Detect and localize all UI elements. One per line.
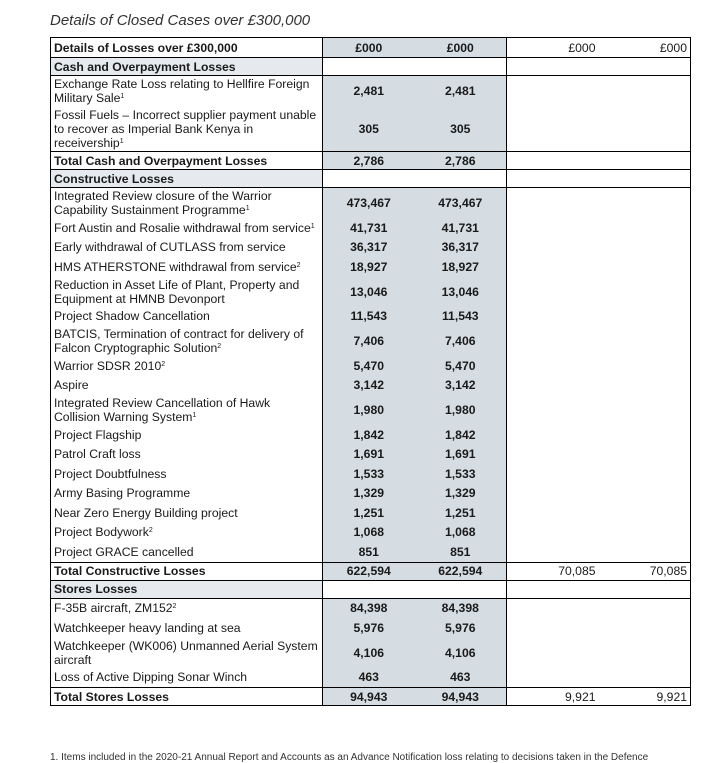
section-fill-a — [323, 58, 415, 76]
section-title: Constructive Losses — [51, 170, 323, 188]
table-row — [51, 277, 691, 307]
row-value-c — [507, 376, 599, 396]
total-row — [51, 688, 691, 706]
row-value-c — [507, 464, 599, 484]
table-row — [51, 106, 691, 152]
table-row — [51, 257, 691, 277]
section-header-row — [51, 170, 691, 188]
footnote-marker: 1 — [245, 205, 250, 212]
row-value-d — [599, 307, 691, 327]
row-description — [51, 218, 323, 238]
row-description-text: Army Basing Programme — [54, 486, 191, 501]
section-fill-b — [415, 170, 507, 188]
row-value-d — [599, 356, 691, 376]
total-value-d: 9,921 — [599, 688, 691, 706]
row-value-b: 41,731 — [415, 218, 507, 238]
row-value-d — [599, 425, 691, 445]
total-value-b: 2,786 — [415, 152, 507, 170]
row-description — [51, 188, 323, 219]
header-col-d: £000 — [599, 38, 691, 58]
row-description — [51, 277, 323, 307]
total-value-c: 70,085 — [507, 562, 599, 580]
row-value-a: 1,251 — [323, 503, 415, 523]
row-value-b: 851 — [415, 542, 507, 562]
total-value-d — [599, 152, 691, 170]
row-value-b: 1,251 — [415, 503, 507, 523]
row-value-d — [599, 542, 691, 562]
section-fill-c — [507, 58, 599, 76]
row-value-d — [599, 257, 691, 277]
row-description-text: Early withdrawal of CUTLASS from service — [54, 240, 286, 255]
row-value-c — [507, 618, 599, 638]
total-value-a: 2,786 — [323, 152, 415, 170]
row-value-c — [507, 425, 599, 445]
table-row — [51, 523, 691, 543]
row-value-a: 1,980 — [323, 395, 415, 425]
row-value-c — [507, 395, 599, 425]
row-value-d — [599, 106, 691, 152]
row-value-d — [599, 668, 691, 688]
row-value-c — [507, 523, 599, 543]
section-fill-b — [415, 580, 507, 598]
section-fill-d — [599, 170, 691, 188]
row-description-text: Reduction in Asset Life of Plant, Property and Equipment at HMNB Devonport — [54, 277, 300, 306]
row-value-a: 7,406 — [323, 326, 415, 356]
section-title: Cash and Overpayment Losses — [51, 58, 323, 76]
header-col-a: £000 — [323, 38, 415, 58]
row-description-text: Warrior SDSR 2010 — [54, 358, 162, 373]
footnote-marker: 1 — [310, 222, 315, 230]
row-description-text: Fort Austin and Rosalie withdrawal from service — [54, 220, 311, 235]
row-description — [51, 445, 323, 465]
header-row — [51, 38, 691, 58]
total-value-c — [507, 152, 599, 170]
row-value-d — [599, 277, 691, 307]
total-row — [51, 562, 691, 580]
row-value-a: 1,691 — [323, 445, 415, 465]
row-description-text: Exchange Rate Loss relating to Hellfire Foreign Military Sale — [54, 77, 310, 105]
footnote: 1. Items included in the 2020-21 Annual Report and Accounts as an Advance Notification loss relating to decisions taken in the Defence — [50, 752, 649, 763]
row-description — [51, 356, 323, 376]
row-value-a: 1,068 — [323, 523, 415, 543]
row-value-b: 3,142 — [415, 376, 507, 396]
row-value-b: 11,543 — [415, 307, 507, 327]
table-row — [51, 638, 691, 668]
row-value-d — [599, 395, 691, 425]
row-value-b: 5,976 — [415, 618, 507, 638]
row-value-b: 7,406 — [415, 326, 507, 356]
row-value-c — [507, 598, 599, 618]
row-value-a: 2,481 — [323, 76, 415, 107]
row-description-text: F-35B aircraft, ZM152 — [54, 601, 173, 616]
row-value-c — [507, 356, 599, 376]
total-value-c: 9,921 — [507, 688, 599, 706]
row-value-b: 1,980 — [415, 395, 507, 425]
table-row — [51, 307, 691, 327]
row-value-a: 84,398 — [323, 598, 415, 618]
row-description-text: Project Shadow Cancellation — [54, 309, 210, 324]
row-value-c — [507, 326, 599, 356]
row-description — [51, 484, 323, 504]
footnote-marker: 2 — [296, 261, 301, 269]
section-fill-c — [507, 580, 599, 598]
row-value-a: 1,533 — [323, 464, 415, 484]
footnote-marker: 1 — [120, 93, 125, 100]
row-value-b: 473,467 — [415, 188, 507, 219]
header-col-b: £000 — [415, 38, 507, 58]
row-description-text: Near Zero Energy Building project — [54, 505, 238, 520]
row-value-d — [599, 618, 691, 638]
table-row — [51, 238, 691, 258]
row-value-d — [599, 218, 691, 238]
row-value-d — [599, 445, 691, 465]
row-description — [51, 257, 323, 277]
row-description-text: Integrated Review Cancellation of Hawk Collision Warning System — [54, 396, 271, 424]
row-description-text: Project Flagship — [54, 427, 142, 442]
row-value-c — [507, 76, 599, 107]
row-description-text: Integrated Review closure of the Warrior Capability Sustainment Programme — [54, 189, 272, 217]
section-fill-b — [415, 58, 507, 76]
row-value-c — [507, 307, 599, 327]
row-value-d — [599, 464, 691, 484]
row-description-text: Fossil Fuels – Incorrect supplier payment unable to recover as Imperial Bank Kenya in receivership — [54, 107, 317, 150]
row-value-c — [507, 542, 599, 562]
footnote-marker: 2 — [148, 527, 153, 535]
row-value-b: 13,046 — [415, 277, 507, 307]
row-description-text: Watchkeeper (WK006) Unmanned Aerial System aircraft — [54, 638, 318, 667]
total-row — [51, 152, 691, 170]
table-row — [51, 598, 691, 618]
row-value-d — [599, 238, 691, 258]
total-value-b: 622,594 — [415, 562, 507, 580]
row-value-d — [599, 638, 691, 668]
row-value-d — [599, 503, 691, 523]
row-value-a: 1,329 — [323, 484, 415, 504]
row-value-d — [599, 484, 691, 504]
row-value-b: 1,533 — [415, 464, 507, 484]
section-header-row — [51, 58, 691, 76]
row-description — [51, 326, 323, 356]
row-description — [51, 618, 323, 638]
row-value-a: 36,317 — [323, 238, 415, 258]
section-fill-c — [507, 170, 599, 188]
row-value-a: 463 — [323, 668, 415, 688]
total-value-a: 622,594 — [323, 562, 415, 580]
row-description — [51, 238, 323, 258]
section-fill-d — [599, 58, 691, 76]
row-description — [51, 668, 323, 688]
row-value-d — [599, 598, 691, 618]
row-value-b: 1,842 — [415, 425, 507, 445]
row-description — [51, 464, 323, 484]
row-value-a: 1,842 — [323, 425, 415, 445]
row-value-d — [599, 76, 691, 107]
table-row — [51, 188, 691, 219]
table-row — [51, 376, 691, 396]
row-description — [51, 376, 323, 396]
row-value-c — [507, 277, 599, 307]
table-row — [51, 356, 691, 376]
row-value-a: 18,927 — [323, 257, 415, 277]
losses-table — [50, 37, 691, 706]
section-fill-a — [323, 580, 415, 598]
row-value-c — [507, 218, 599, 238]
row-value-b: 5,470 — [415, 356, 507, 376]
footnote-marker: 2 — [161, 360, 166, 368]
row-value-a: 5,976 — [323, 618, 415, 638]
row-description-text: Patrol Craft loss — [54, 447, 141, 462]
row-value-c — [507, 188, 599, 219]
header-label: Details of Losses over £300,000 — [51, 38, 323, 58]
row-value-b: 305 — [415, 106, 507, 152]
table-row — [51, 395, 691, 425]
total-label: Total Cash and Overpayment Losses — [51, 152, 323, 170]
total-value-d: 70,085 — [599, 562, 691, 580]
total-label: Total Stores Losses — [51, 688, 323, 706]
row-value-a: 41,731 — [323, 218, 415, 238]
row-value-a: 13,046 — [323, 277, 415, 307]
row-value-b: 84,398 — [415, 598, 507, 618]
footnote-marker: 2 — [172, 603, 177, 611]
page-title: Details of Closed Cases over £300,000 — [50, 12, 311, 29]
section-fill-a — [323, 170, 415, 188]
row-description-text: Project GRACE cancelled — [54, 544, 194, 559]
row-value-c — [507, 638, 599, 668]
row-description — [51, 638, 323, 668]
footnote-marker: 1 — [119, 137, 124, 145]
row-value-d — [599, 326, 691, 356]
row-value-c — [507, 106, 599, 152]
row-description — [51, 503, 323, 523]
row-value-c — [507, 238, 599, 258]
row-value-c — [507, 503, 599, 523]
footnote-marker: 2 — [217, 343, 222, 350]
row-description — [51, 523, 323, 543]
row-description — [51, 425, 323, 445]
table-row — [51, 326, 691, 356]
row-value-a: 5,470 — [323, 356, 415, 376]
table-row — [51, 464, 691, 484]
row-value-b: 1,068 — [415, 523, 507, 543]
table-row — [51, 445, 691, 465]
row-value-b: 1,691 — [415, 445, 507, 465]
table-row — [51, 484, 691, 504]
row-value-b: 1,329 — [415, 484, 507, 504]
row-value-c — [507, 668, 599, 688]
row-value-b: 4,106 — [415, 638, 507, 668]
row-description — [51, 598, 323, 618]
row-value-a: 3,142 — [323, 376, 415, 396]
table-row — [51, 425, 691, 445]
total-value-b: 94,943 — [415, 688, 507, 706]
row-description — [51, 542, 323, 562]
losses-table-body — [51, 38, 691, 706]
row-value-b: 18,927 — [415, 257, 507, 277]
row-value-a: 305 — [323, 106, 415, 152]
footnote-marker: 1 — [192, 412, 197, 419]
row-value-a: 851 — [323, 542, 415, 562]
row-description-text: Aspire — [54, 378, 89, 393]
row-value-c — [507, 484, 599, 504]
row-value-b: 463 — [415, 668, 507, 688]
section-header-row — [51, 580, 691, 598]
total-value-a: 94,943 — [323, 688, 415, 706]
section-title: Stores Losses — [51, 580, 323, 598]
row-value-a: 473,467 — [323, 188, 415, 219]
table-row — [51, 503, 691, 523]
row-description — [51, 106, 323, 152]
header-col-c: £000 — [507, 38, 599, 58]
row-value-c — [507, 445, 599, 465]
row-value-d — [599, 376, 691, 396]
row-description-text: Project Doubtfulness — [54, 466, 167, 481]
section-fill-d — [599, 580, 691, 598]
table-row — [51, 218, 691, 238]
row-description — [51, 307, 323, 327]
row-value-c — [507, 257, 599, 277]
row-value-b: 36,317 — [415, 238, 507, 258]
row-description-text: Watchkeeper heavy landing at sea — [54, 620, 241, 635]
row-description — [51, 76, 323, 107]
row-description-text: BATCIS, Termination of contract for delivery of Falcon Cryptographic Solution — [54, 327, 304, 355]
table-row — [51, 618, 691, 638]
row-description-text: Loss of Active Dipping Sonar Winch — [54, 670, 248, 685]
row-value-a: 4,106 — [323, 638, 415, 668]
table-row — [51, 668, 691, 688]
row-value-b: 2,481 — [415, 76, 507, 107]
row-description-text: HMS ATHERSTONE withdrawal from service — [54, 259, 297, 274]
row-description-text: Project Bodywork — [54, 525, 149, 540]
row-description — [51, 395, 323, 425]
row-value-d — [599, 523, 691, 543]
table-row — [51, 542, 691, 562]
row-value-d — [599, 188, 691, 219]
row-value-a: 11,543 — [323, 307, 415, 327]
table-row — [51, 76, 691, 107]
total-label: Total Constructive Losses — [51, 562, 323, 580]
